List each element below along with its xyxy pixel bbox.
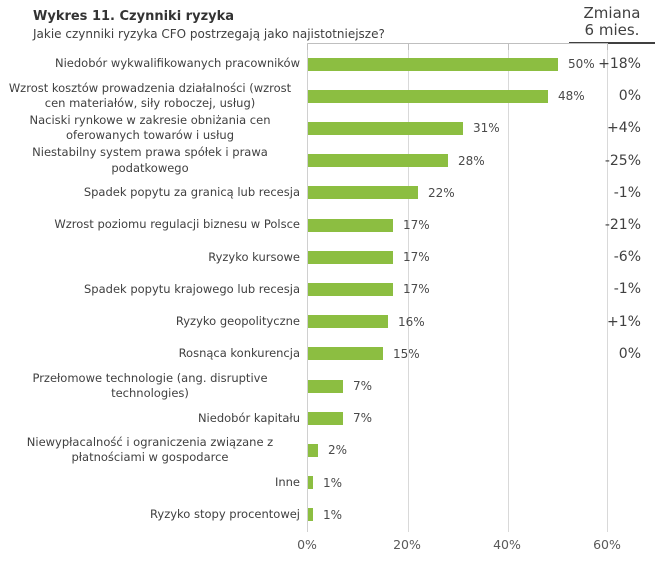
bar-value-label: 48% <box>558 89 585 104</box>
bar <box>308 154 448 167</box>
bar <box>308 122 463 135</box>
bar <box>308 90 548 103</box>
bar-value-label: 31% <box>473 121 500 136</box>
chart-row <box>0 177 655 209</box>
bar-group <box>308 186 455 200</box>
bar-group <box>308 250 430 264</box>
x-axis-label-60: 60% <box>593 537 621 552</box>
chart-row <box>0 209 655 241</box>
bar <box>308 219 393 232</box>
bar <box>308 380 343 393</box>
category-label: Niewypłacalność i ograniczenia związane z płatnościami w gospodarce <box>26 434 274 465</box>
chart-row <box>0 112 655 144</box>
bar <box>308 476 313 489</box>
category-label: Niedobór wykwalifikowanych pracowników <box>55 56 300 71</box>
chart-rows <box>0 48 655 531</box>
change-value: +1% <box>607 313 641 330</box>
category-label: Niedobór kapitału <box>197 410 300 425</box>
category-label: Spadek popytu krajowego lub recesja <box>84 281 300 296</box>
change-value: -21% <box>604 217 641 234</box>
bar <box>308 283 393 296</box>
bar-group <box>308 443 347 457</box>
category-label: Ryzyko kursowe <box>208 249 300 264</box>
category-label: Wzrost kosztów prowadzenia działalności (wzrost cen materiałów, siły roboczej, usług) <box>8 80 292 111</box>
bar-value-label: 50% <box>568 57 595 72</box>
change-header-line2: 6 mies. <box>584 21 640 39</box>
chart-row <box>0 434 655 466</box>
x-axis-label-0: 0% <box>297 537 317 552</box>
bar-value-label: 7% <box>353 411 373 426</box>
bar-value-label: 1% <box>323 475 343 490</box>
change-value: -25% <box>604 152 641 169</box>
chart-row <box>0 467 655 499</box>
bar <box>308 58 558 71</box>
bar-value-label: 1% <box>323 507 343 522</box>
x-axis-label-40: 40% <box>493 537 521 552</box>
chart-row <box>0 402 655 434</box>
bar-value-label: 16% <box>398 314 425 329</box>
bar-group <box>308 315 425 329</box>
bar-value-label: 28% <box>458 153 485 168</box>
category-label: Inne <box>274 474 300 489</box>
category-label: Spadek popytu za granicą lub recesja <box>83 185 300 200</box>
category-label: Wzrost poziomu regulacji biznesu w Polsce <box>54 217 300 232</box>
chart-row <box>0 499 655 531</box>
bar <box>308 347 383 360</box>
chart-row <box>0 48 655 80</box>
chart-row <box>0 241 655 273</box>
chart-row <box>0 273 655 305</box>
bar-group <box>308 347 420 361</box>
change-value: -6% <box>613 249 641 266</box>
bar-group <box>308 282 430 296</box>
bar-group <box>308 218 430 232</box>
bar-group <box>308 508 342 522</box>
bar-group <box>308 379 372 393</box>
x-axis <box>0 537 655 555</box>
category-label: Ryzyko stopy procentowej <box>150 507 300 522</box>
bar-value-label: 2% <box>328 443 348 458</box>
bar-value-label: 22% <box>428 185 455 200</box>
bar-group <box>308 121 500 135</box>
category-label: Niestabilny system prawa spółek i prawa podatkowego <box>32 145 268 175</box>
bar-value-label: 15% <box>393 346 420 361</box>
chart-row <box>0 80 655 112</box>
bar-group <box>308 89 585 103</box>
category-label: Rosnąca konkurencja <box>178 346 300 361</box>
category-label: Naciski rynkowe w zakresie obniżania cen oferowanych towarów i usług <box>29 112 271 143</box>
x-axis-label-20: 20% <box>393 537 421 552</box>
bar <box>308 315 388 328</box>
chart-row <box>0 338 655 370</box>
bar-value-label: 17% <box>403 282 430 297</box>
change-value: +18% <box>598 56 641 73</box>
change-column-header <box>569 5 655 44</box>
bar-group <box>308 411 372 425</box>
bar <box>308 508 313 521</box>
chart-row <box>0 370 655 402</box>
bar-value-label: 7% <box>353 379 373 394</box>
change-value: +4% <box>607 120 641 137</box>
change-value: -1% <box>613 281 641 298</box>
bar <box>308 186 418 199</box>
bar-value-label: 17% <box>403 250 430 265</box>
bar <box>308 444 318 457</box>
chart-row <box>0 145 655 177</box>
change-value: -1% <box>613 184 641 201</box>
category-label: Przełomowe technologie (ang. disruptive technologies) <box>32 370 268 401</box>
bar-group <box>308 476 342 490</box>
chart-subtitle: Jakie czynniki ryzyka CFO postrzegają jako najistotniejsze? <box>33 27 385 41</box>
bar-value-label: 17% <box>403 218 430 233</box>
category-label: Ryzyko geopolityczne <box>175 313 300 328</box>
change-header-line1: Zmiana <box>583 4 641 22</box>
change-value: 0% <box>618 345 641 362</box>
chart-title: Wykres 11. Czynniki ryzyka <box>33 9 235 24</box>
bar-group <box>308 57 595 71</box>
bar <box>308 412 343 425</box>
change-value: 0% <box>618 88 641 105</box>
chart-row <box>0 306 655 338</box>
bar <box>308 251 393 264</box>
bar-group <box>308 154 485 168</box>
